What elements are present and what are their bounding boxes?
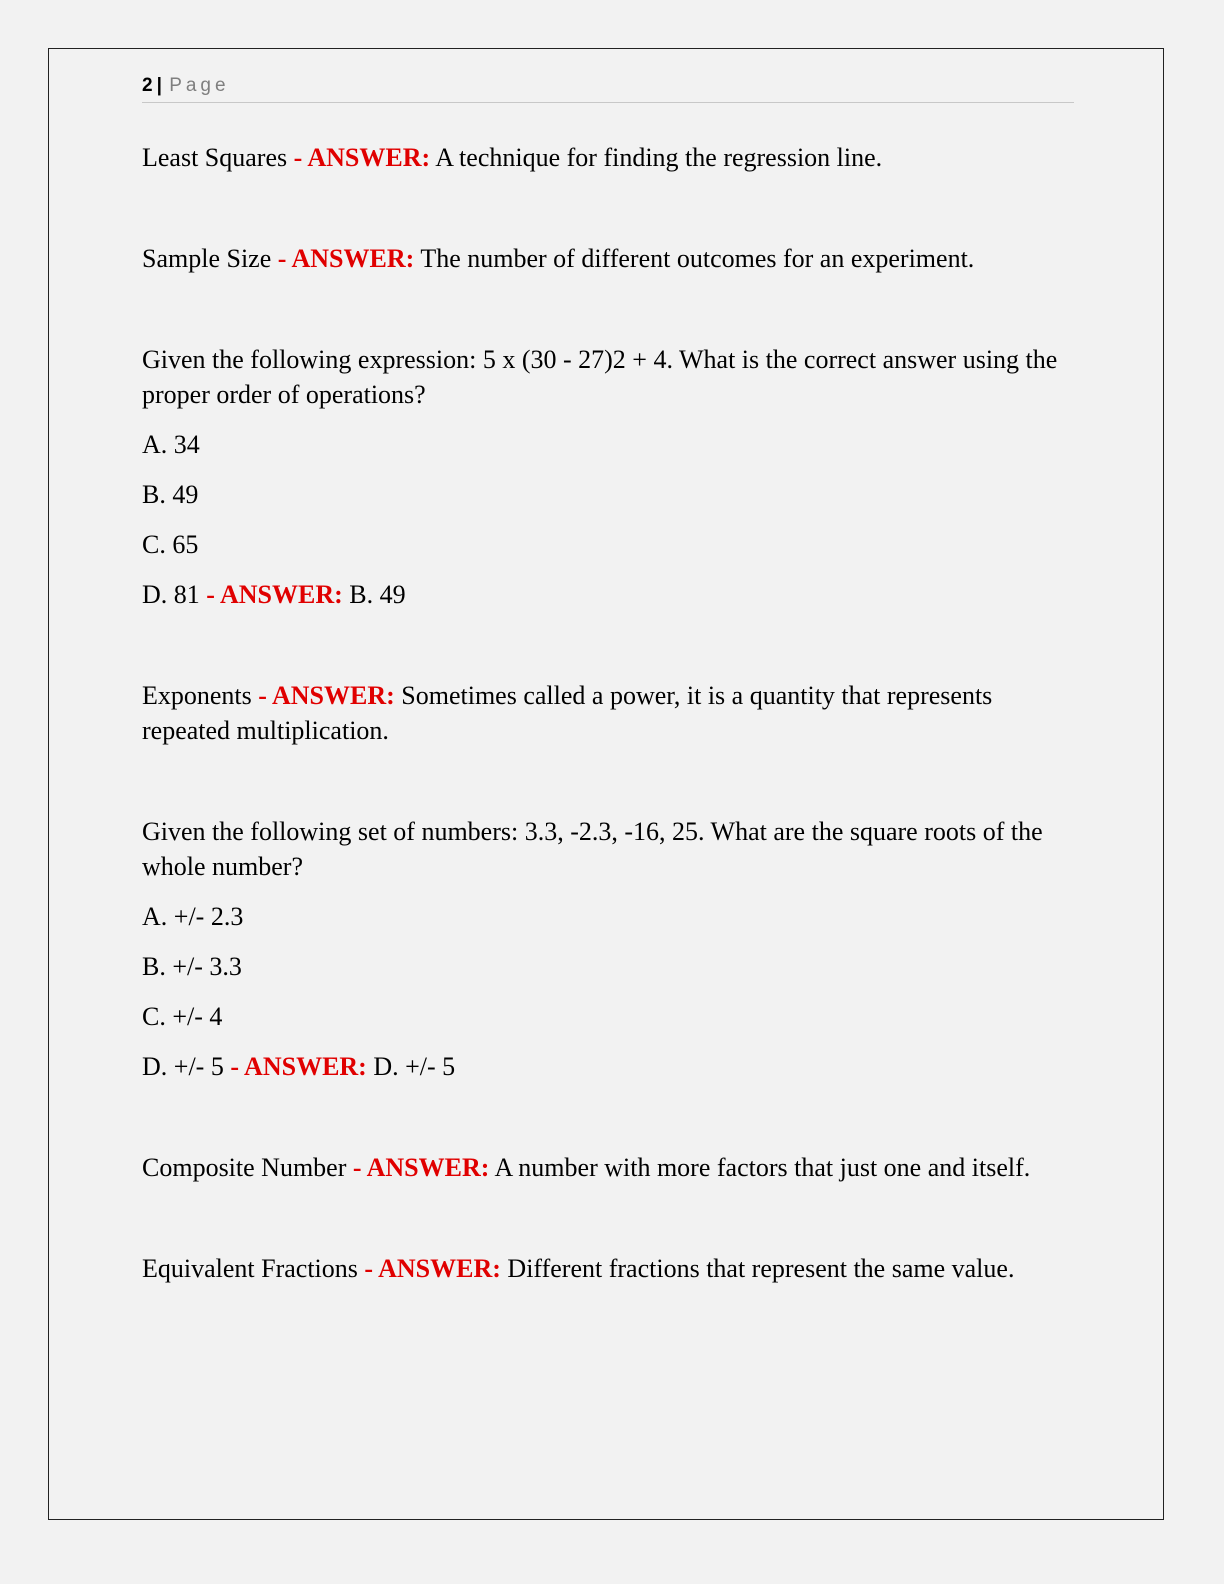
entry-answer: B. 49 (349, 580, 406, 609)
entry-least-squares (142, 140, 1074, 175)
answer-marker: - ANSWER: (364, 1254, 501, 1283)
entry-answer: D. +/- 5 (373, 1052, 456, 1081)
option-c: C. 65 (142, 530, 199, 559)
page-label: Page (169, 75, 230, 96)
option-d-with-answer (142, 1049, 1074, 1084)
option-b: B. 49 (142, 480, 199, 509)
entry-term: Sample Size (142, 244, 272, 273)
option-a: A. 34 (142, 430, 200, 459)
page-number: 2 (142, 75, 153, 96)
entry-sample-size (142, 241, 1074, 276)
entry-term: Exponents (142, 681, 252, 710)
entry-answer: A number with more factors that just one and itself. (494, 1153, 1031, 1182)
page-header (142, 72, 1074, 103)
answer-marker: - ANSWER: (258, 681, 395, 710)
entry-equivalent-fractions (142, 1251, 1074, 1286)
answer-marker: - ANSWER: (230, 1052, 367, 1081)
option-d: D. +/- 5 (142, 1052, 224, 1081)
answer-marker: - ANSWER: (206, 580, 343, 609)
question-order-of-operations: Given the following expression: 5 x (30 - 27)2 + 4. What is the correct answer using the proper order of operations? (142, 345, 1058, 409)
entry-answer: Sometimes called a power, it is a quantity that represents repeated multiplication. (142, 681, 993, 745)
option-d-with-answer (142, 577, 1074, 612)
option-a: A. +/- 2.3 (142, 902, 244, 931)
option-c: C. +/- 4 (142, 1002, 223, 1031)
entry-answer: Different fractions that represent the same value. (507, 1254, 1015, 1283)
entry-term: Composite Number (142, 1153, 347, 1182)
entry-term: Least Squares (142, 143, 288, 172)
document-body (142, 140, 1074, 1286)
entry-answer: The number of different outcomes for an experiment. (420, 244, 975, 273)
question-square-roots: Given the following set of numbers: 3.3, -2.3, -16, 25. What are the square roots of the whole number? (142, 817, 1043, 881)
entry-answer: A technique for finding the regression line. (435, 143, 883, 172)
answer-marker: - ANSWER: (352, 1153, 490, 1182)
answer-marker: - ANSWER: (293, 143, 431, 172)
entry-exponents (142, 678, 1074, 748)
entry-composite-number (142, 1150, 1074, 1185)
option-b: B. +/- 3.3 (142, 952, 242, 981)
entry-term: Equivalent Fractions (142, 1254, 358, 1283)
answer-marker: - ANSWER: (277, 244, 415, 273)
header-separator: | (156, 75, 162, 96)
option-d: D. 81 (142, 580, 200, 609)
